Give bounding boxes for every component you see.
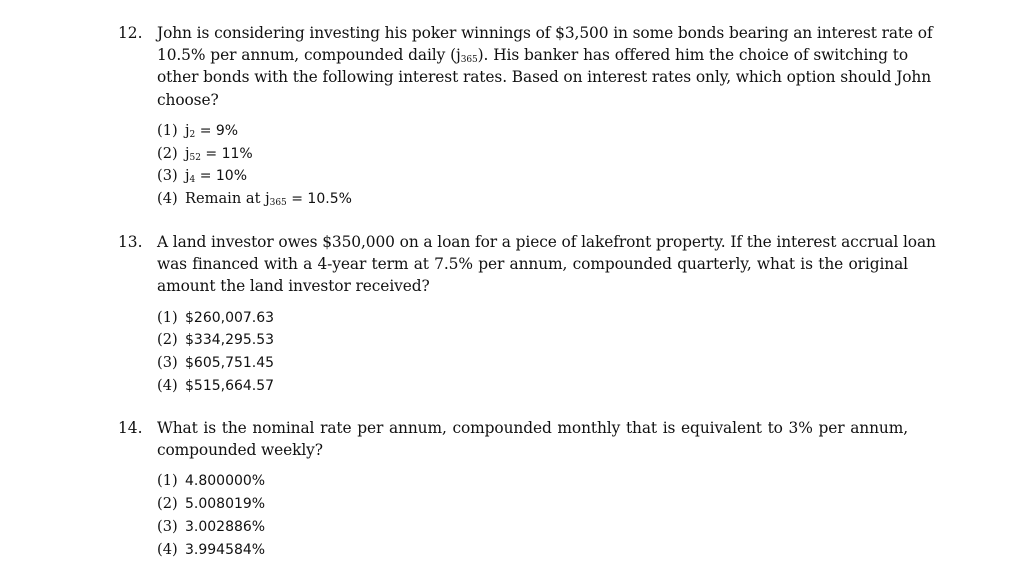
question-number: 12.	[118, 24, 143, 42]
answer-option	[157, 516, 908, 539]
question-line-part: ). His banker has offered him the choice of switching to	[477, 46, 908, 65]
question-line: What is the nominal rate per annum, compounded monthly that is equivalent to 3% per annum,	[157, 419, 908, 437]
question-line: A land investor owes $350,000 on a loan for a piece of lakefront property. If the interest accrual loan	[157, 233, 936, 251]
answer-options	[157, 307, 908, 398]
option-variable: j	[185, 121, 190, 139]
option-number: (4)	[157, 377, 178, 394]
answer-option	[157, 493, 908, 516]
question-line: was financed with a 4-year term at 7.5% per annum, compounded quarterly, what is the original	[157, 255, 908, 274]
option-value: $605,751.45	[185, 355, 275, 372]
option-number: (2)	[157, 144, 178, 162]
answer-option	[157, 165, 908, 188]
question-line: compounded weekly?	[157, 441, 323, 460]
subscript: 365	[269, 198, 287, 209]
option-value: $260,007.63	[185, 309, 275, 326]
option-number: (3)	[157, 518, 178, 535]
answer-option	[157, 470, 908, 493]
question-13	[118, 231, 936, 414]
subscript: 52	[189, 152, 201, 163]
answer-option	[157, 329, 908, 352]
option-number: (4)	[157, 190, 178, 208]
question-text	[157, 231, 936, 298]
option-number: (2)	[157, 331, 178, 349]
answer-options	[157, 120, 908, 211]
answer-option	[157, 539, 908, 562]
question-line: other bonds with the following interest rates. Based on interest rates only, which option should John	[157, 68, 932, 87]
option-value: 5.008019%	[185, 496, 266, 513]
option-variable: j	[185, 144, 190, 162]
answer-option	[157, 188, 908, 211]
option-value: = 10%	[195, 168, 248, 185]
question-text	[157, 22, 933, 111]
question-line-part: 10.5% per annum, compounded daily (j	[157, 46, 461, 65]
option-variable: j	[265, 190, 270, 208]
question-14	[118, 417, 908, 578]
answer-option	[157, 120, 908, 143]
question-text	[157, 417, 908, 461]
option-value: 3.002886%	[185, 519, 266, 535]
answer-option	[157, 143, 908, 166]
option-number: (3)	[157, 167, 178, 185]
option-value: = 9%	[195, 122, 239, 139]
answer-option	[157, 375, 908, 398]
answer-option	[157, 307, 908, 330]
question-number: 14.	[118, 419, 143, 437]
answer-option	[157, 352, 908, 375]
question-line	[157, 44, 908, 66]
question-number: 13.	[118, 233, 143, 251]
question-line: choose?	[157, 90, 219, 109]
answer-options	[157, 470, 908, 561]
option-number: (3)	[157, 354, 178, 372]
option-value: $334,295.53	[185, 332, 275, 349]
subscript: 2	[189, 129, 196, 140]
subscript: 365	[460, 55, 478, 66]
option-variable: j	[185, 167, 190, 185]
subscript: 4	[189, 175, 196, 186]
option-number: (1)	[157, 121, 178, 139]
option-number: (1)	[157, 308, 178, 326]
option-value: = 11%	[200, 145, 253, 162]
question-line: amount the land investor received?	[157, 277, 430, 296]
option-prefix: Remain at	[185, 190, 266, 208]
option-number: (2)	[157, 495, 178, 513]
option-number: (4)	[157, 540, 178, 558]
question-line: John is considering investing his poker winnings of $3,500 in some bonds bearing an interest rate of	[157, 24, 933, 42]
option-value: $515,664.57	[185, 378, 275, 394]
option-value: = 10.5%	[286, 191, 352, 208]
option-value: 4.800000%	[185, 473, 266, 490]
option-number: (1)	[157, 472, 178, 490]
question-12	[118, 22, 933, 227]
option-value: 3.994584%	[185, 541, 266, 558]
